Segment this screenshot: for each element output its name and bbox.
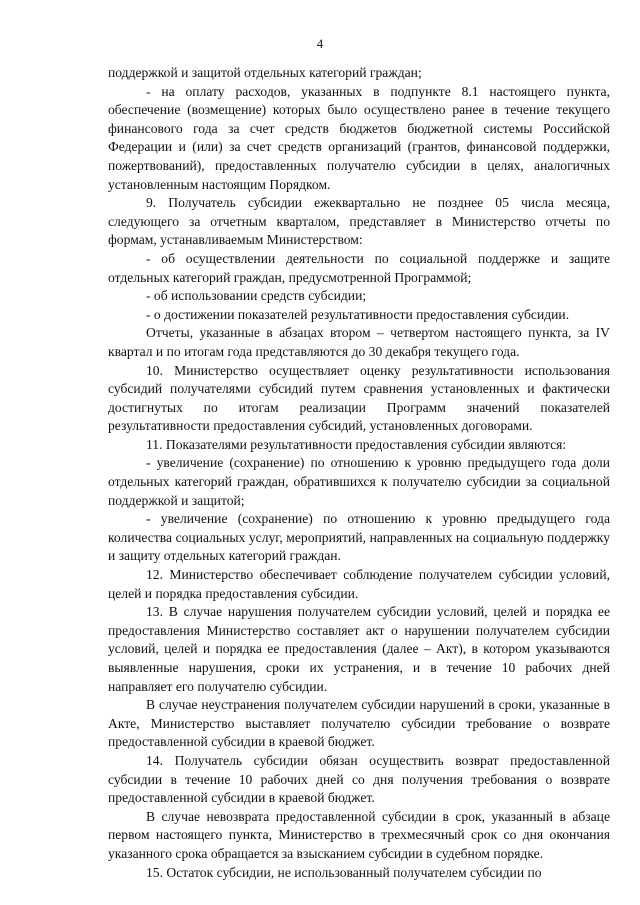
paragraph-9-reports: Отчеты, указанные в абзацах втором – четвертом настоящего пункта, за IV квартал и по итогам года представляются до 30 декабря текущего года. (108, 325, 610, 359)
paragraph-9-item-2: - об использовании средств субсидии; (146, 288, 367, 304)
paragraph-8-2: - на оплату расходов, указанных в подпункте 8.1 настоящего пункта, обеспечение (возмещение) которых было осуществлено ранее в течение текущего финансового года за счет средств бюджетов бюджетной системы Российской Федерации и (или) за счет средств организаций (грантов, финансовой поддержки, пожертвований), предоставленных получателю субсидии в целях, аналогичных установленным настоящим Порядком. (108, 83, 610, 192)
paragraph-11-item-2: - увеличение (сохранение) по отношению к уровню предыдущего года количества социальных услуг, мероприятий, направленных на социальную поддержку и защиту отдельных категорий граждан. (108, 511, 610, 564)
page-number: 4 (316, 36, 324, 51)
paragraph-continuation: поддержкой и защитой отдельных категорий граждан; (108, 65, 422, 80)
paragraph-11-item-1: - увеличение (сохранение) по отношению к уровню предыдущего года доли отдельных категорий граждан, обратившихся к получателю субсидии за социальной поддержкой и защитой; (108, 455, 610, 508)
paragraph-11: 11. Показателями результативности предоставления субсидии являются: (146, 436, 567, 452)
paragraph-9-item-1: - об осуществлении деятельности по социальной поддержке и защите отдельных категорий граждан, предусмотренной Программой; (108, 250, 610, 285)
paragraph-15: 15. Остаток субсидии, не использованный получателем субсидии по (146, 864, 542, 880)
paragraph-13: 13. В случае нарушения получателем субсидии условий, целей и порядка ее предоставления Министерство составляет акт о нарушении получателем субсидии условий, целей и порядка ее предоставления (далее – Акт), в котором указываются выявленные нарушения, сроки их устранения, и в течение 10 рабочих дней направляет его получателю субсидии. (108, 604, 610, 694)
paragraph-10: 10. Министерство осуществляет оценку результативности использования субсидий получателями субсидий путем сравнения установленных и фактически достигнутых по итогам реализации Программ значений показателей результативности предоставления субсидий, установленных договорами. (108, 362, 610, 434)
paragraph-12: 12. Министерство обеспечивает соблюдение получателем субсидии условий, целей и порядка предоставления субсидии. (108, 567, 610, 601)
paragraph-14-continued: В случае невозврата предоставленной субсидии в срок, указанный в абзаце первом настоящего пункта, Министерство в трехмесячный срок со дня окончания указанного срока обращается за взысканием субсидии в судебном порядке. (108, 808, 610, 861)
document-body (108, 64, 610, 882)
paragraph-9: 9. Получатель субсидии ежеквартально не позднее 05 числа месяца, следующего за отчетным кварталом, представляет в Министерство отчеты по формам, устанавливаемым Министерством: (108, 195, 610, 248)
paragraph-9-item-3: - о достижении показателей результативности предоставления субсидии. (146, 306, 570, 322)
paragraph-14: 14. Получатель субсидии обязан осуществить возврат предоставленной субсидии в течение 10 рабочих дней со дня получения требования о возврате предоставленной субсидии в краевой бюджет. (108, 752, 610, 806)
paragraph-13-continued: В случае неустранения получателем субсидии нарушений в сроки, указанные в Акте, Министерство выставляет получателю субсидии требование о возврате предоставленной субсидии в краевой бюджет. (108, 697, 610, 750)
